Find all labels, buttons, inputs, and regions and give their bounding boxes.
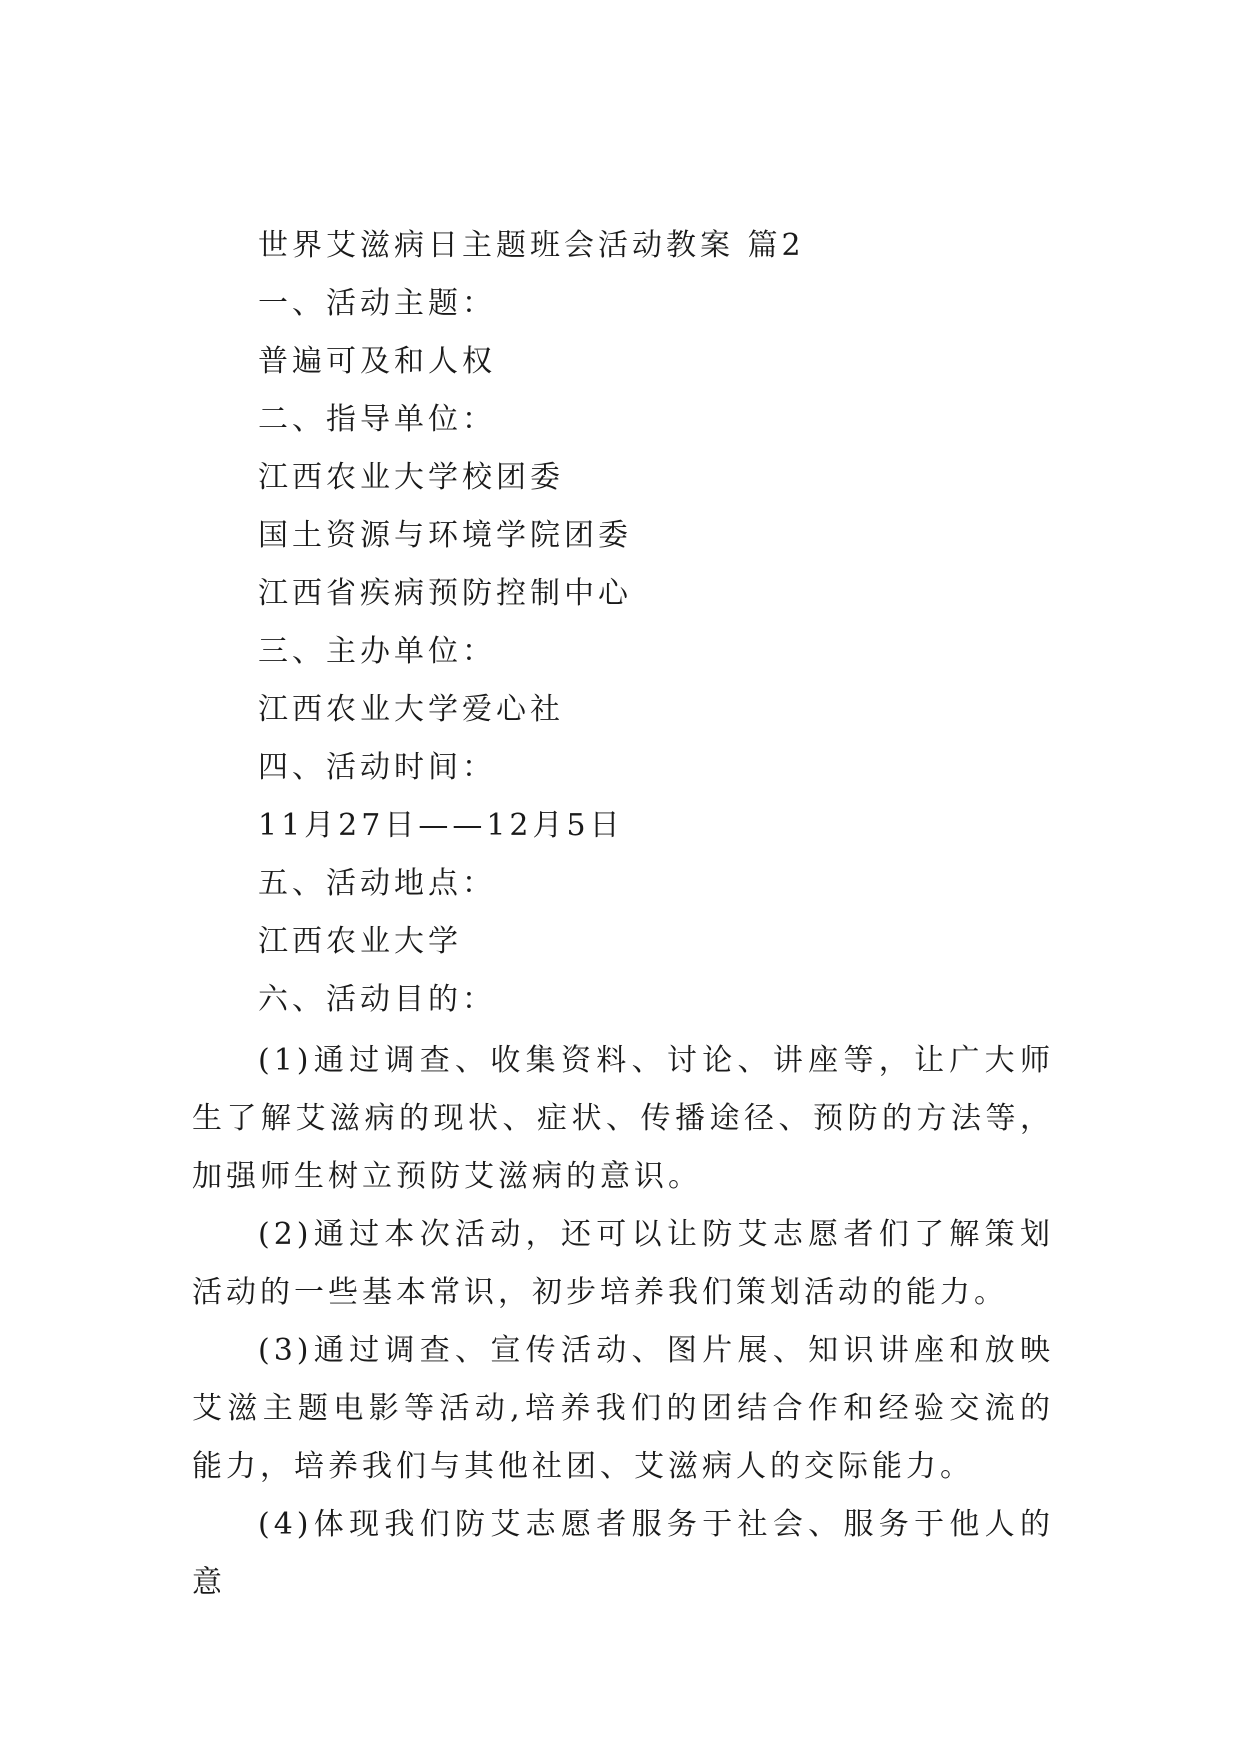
document-title: 世界艾滋病日主题班会活动教案 篇2	[258, 228, 805, 263]
section-heading-theme: 一、活动主题：	[258, 286, 496, 321]
purpose-paragraph-3: (3)通过调查、宣传活动、图片展、知识讲座和放映艾滋主题电影等活动,培养我们的团结合作和经验交流的能力，培养我们与其他社团、艾滋病人的交际能力。	[192, 1333, 1054, 1484]
section-heading-guidance: 二、指导单位：	[258, 402, 496, 437]
time-text: 11月27日——12月5日	[258, 808, 624, 843]
location-text: 江西农业大学	[258, 924, 462, 959]
guidance-unit-3: 江西省疾病预防控制中心	[258, 576, 632, 611]
purpose-paragraph-4: (4)体现我们防艾志愿者服务于社会、服务于他人的意	[192, 1507, 1054, 1600]
section-heading-organizer: 三、主办单位：	[258, 634, 496, 669]
section-heading-time: 四、活动时间：	[258, 750, 496, 785]
organizer-text: 江西农业大学爱心社	[258, 692, 564, 727]
purpose-paragraph-1: (1)通过调查、收集资料、讨论、讲座等，让广大师生了解艾滋病的现状、症状、传播途径、预防的方法等，加强师生树立预防艾滋病的意识。	[192, 1043, 1054, 1194]
purpose-paragraph-2: (2)通过本次活动，还可以让防艾志愿者们了解策划活动的一些基本常识，初步培养我们策划活动的能力。	[192, 1217, 1054, 1310]
section-heading-purpose: 六、活动目的：	[258, 982, 496, 1017]
guidance-unit-1: 江西农业大学校团委	[258, 460, 564, 495]
section-heading-location: 五、活动地点：	[258, 866, 496, 901]
guidance-unit-2: 国土资源与环境学院团委	[258, 518, 632, 553]
theme-text: 普遍可及和人权	[258, 344, 496, 379]
